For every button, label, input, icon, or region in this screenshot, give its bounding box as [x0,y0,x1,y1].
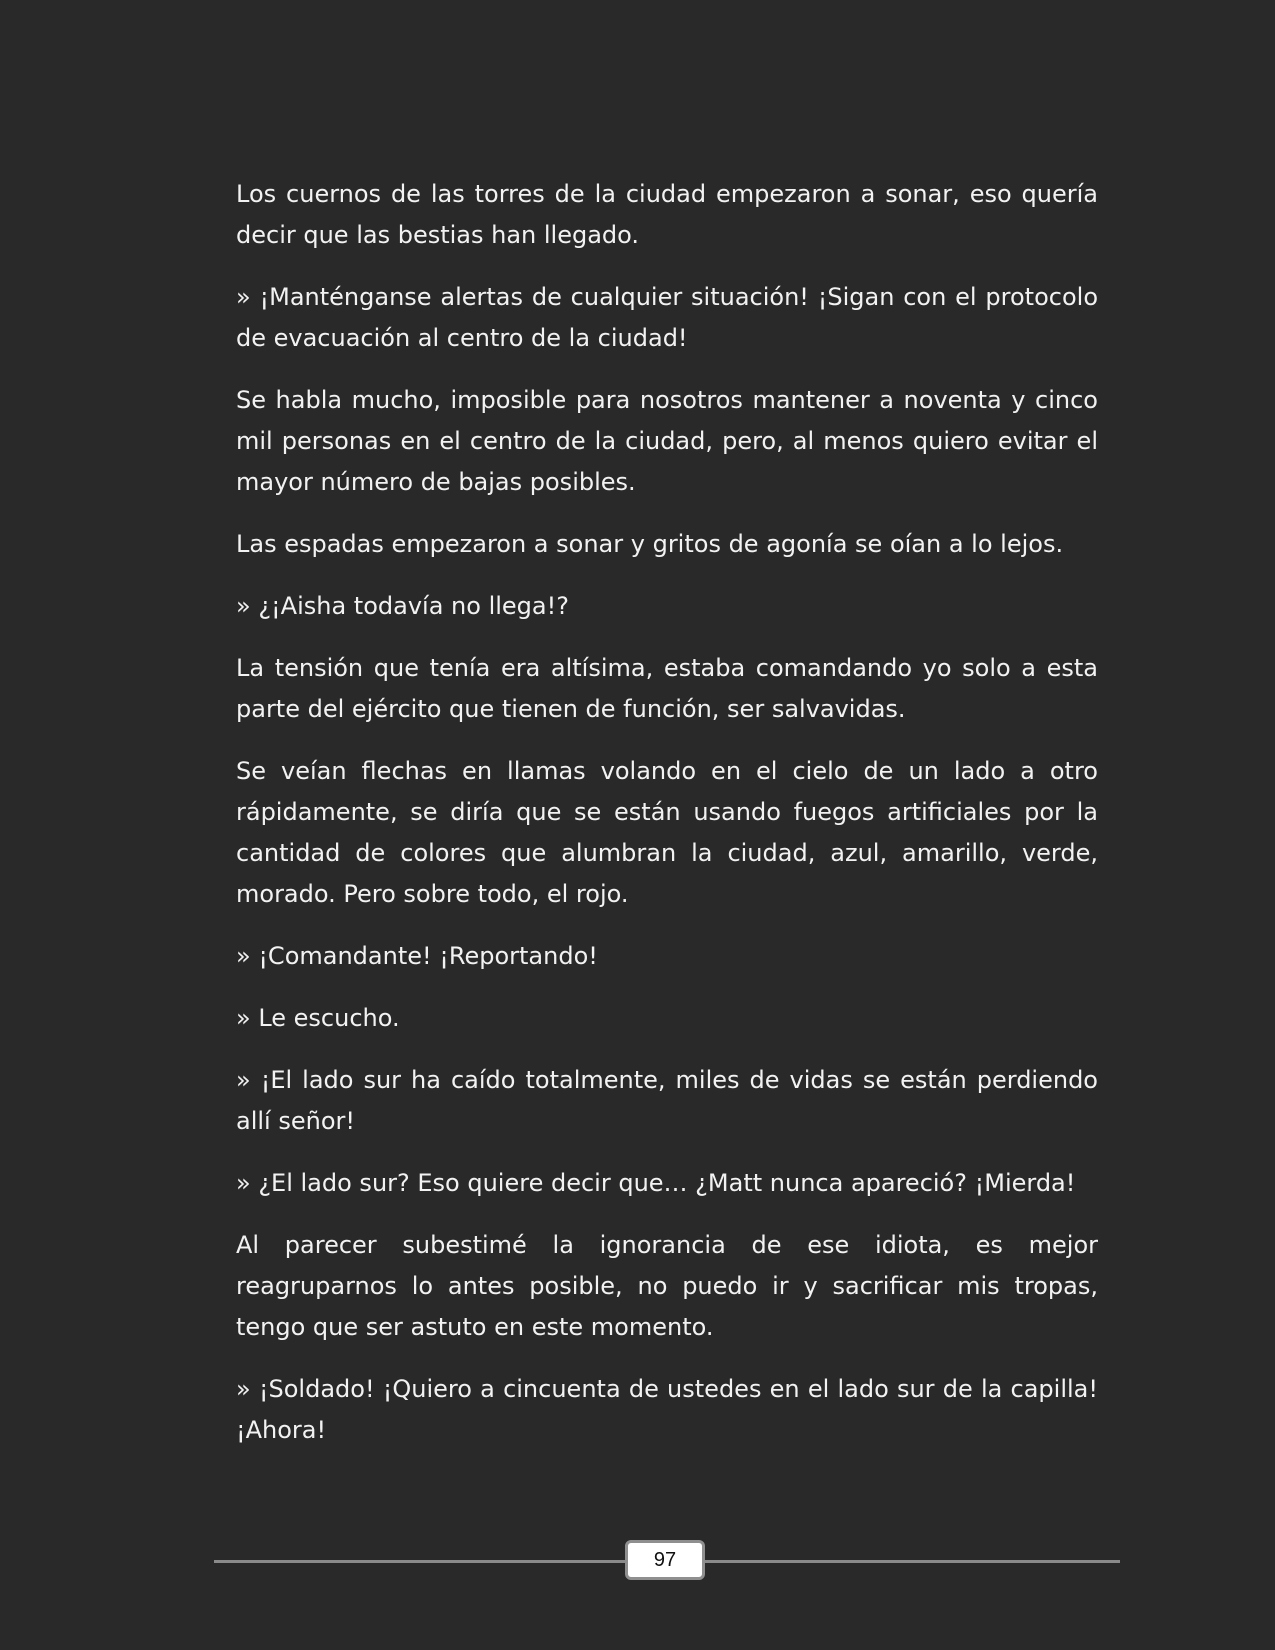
paragraph: Los cuernos de las torres de la ciudad empezaron a sonar, eso quería decir que las bestias han llegado. [236,180,1098,249]
paragraph: » ¿El lado sur? Eso quiere decir que… ¿Matt nunca apareció? ¡Mierda! [236,1169,1076,1197]
paragraph: » ¡Comandante! ¡Reportando! [236,942,598,970]
paragraph: Al parecer subestimé la ignorancia de ese idiota, es mejor reagruparnos lo antes posible, no puedo ir y sacrificar mis tropas, tengo que ser astuto en este momento. [236,1231,1098,1341]
paragraph: » ¡Manténganse alertas de cualquier situación! ¡Sigan con el protocolo de evacuación al centro de la ciudad! [236,283,1098,352]
paragraph: » ¿¡Aisha todavía no llega!? [236,592,569,620]
paragraph: Las espadas empezaron a sonar y gritos de agonía se oían a lo lejos. [236,530,1064,558]
paragraph: La tensión que tenía era altísima, estaba comandando yo solo a esta parte del ejército que tienen de función, ser salvavidas. [236,654,1098,723]
page-body [236,174,1098,1472]
paragraph: Se veían flechas en llamas volando en el cielo de un lado a otro rápidamente, se diría que se están usando fuegos artificiales por la cantidad de colores que alumbran la ciudad, azul, amarillo, verde, morado. Pero sobre todo, el rojo. [236,757,1098,908]
page-number: 97 [625,1540,705,1580]
paragraph: Se habla mucho, imposible para nosotros mantener a noventa y cinco mil personas en el centro de la ciudad, pero, al menos quiero evitar el mayor número de bajas posibles. [236,386,1098,496]
page-footer [214,1540,1120,1584]
paragraph: » Le escucho. [236,1004,400,1032]
paragraph: » ¡Soldado! ¡Quiero a cincuenta de ustedes en el lado sur de la capilla! ¡Ahora! [236,1375,1098,1444]
paragraph: » ¡El lado sur ha caído totalmente, miles de vidas se están perdiendo allí señor! [236,1066,1098,1135]
